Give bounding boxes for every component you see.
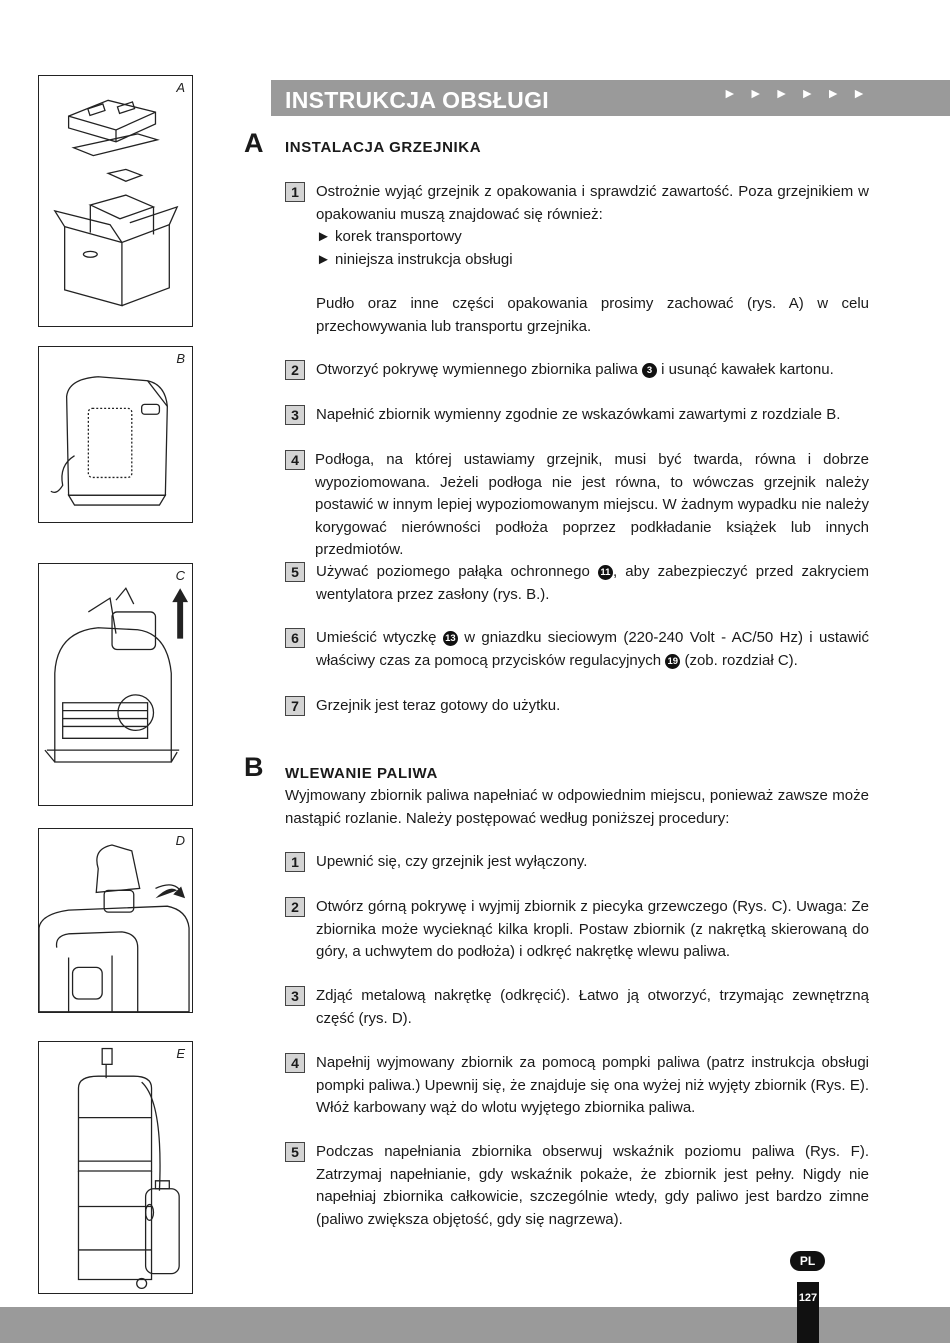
heater-packaging-illustration: [39, 76, 192, 326]
step-number: 2: [285, 360, 305, 380]
step-text: i usunąć kawałek kartonu.: [656, 361, 834, 378]
list-item: [285, 695, 869, 718]
figure-label: C: [175, 568, 185, 583]
tank-removal-illustration: [39, 564, 192, 805]
list-item: [285, 449, 869, 562]
list-item: [285, 1141, 869, 1231]
list-item: [285, 181, 869, 338]
step-text: Umieścić wtyczkę: [316, 629, 443, 646]
step-text: , aby zabezpieczyć przed zakryciem wentylatora przez zasłony (rys. B.).: [316, 563, 869, 603]
step-number: 5: [285, 562, 305, 582]
list-item: [285, 985, 869, 1030]
figure-label: B: [176, 351, 185, 366]
bullet-item: ► niniejsza instrukcja obsługi: [316, 250, 513, 268]
section-b-title: WLEWANIE PALIWA: [285, 765, 438, 782]
part-ref-badge: 13: [443, 631, 458, 646]
header-bar: [271, 80, 950, 116]
step-text: Otworzyć pokrywę wymiennego zbiornika paliwa: [316, 361, 642, 378]
step-text: w gniazdku sieciowym (220-240 Volt - AC/50 Hz) i ustawić właściwy czas za pomocą przycisków regulacyjnych: [316, 629, 869, 669]
step-number: 4: [285, 1053, 305, 1073]
step-number: 6: [285, 628, 305, 648]
list-item: [285, 359, 869, 382]
step-note: Pudło oraz inne części opakowania prosimy zachować (rys. A) w celu przechowywania lub transportu grzejnika.: [316, 295, 869, 335]
section-a-letter: A: [244, 128, 264, 158]
step-number: 7: [285, 696, 305, 716]
section-b-letter: B: [244, 752, 264, 782]
tank-filling-illustration: [39, 1042, 192, 1293]
figure-e: [38, 1041, 193, 1294]
bullet-item: ► korek transportowy: [316, 228, 462, 245]
figure-label: E: [176, 1046, 185, 1061]
figure-c: [38, 563, 193, 806]
step-number: 1: [285, 182, 305, 202]
figure-b: [38, 346, 193, 523]
step-text: Otwórz górną pokrywę i wyjmij zbiornik z piecyka grzewczego (Rys. C). Uwaga: Ze zbiornika może wycieknąć kilka kropli. Postaw zbiornik (z nakrętką skierowaną do góry, a uchwytem do podłoża) i odkręć nakrętkę wlewu paliwa.: [316, 898, 869, 960]
step-number: 2: [285, 897, 305, 917]
step-text: Podłoga, na której ustawiamy grzejnik, musi być twarda, równa i dobrze wypoziomowana. Jeżeli podłoga nie jest równa, to wówczas grzejnik należy postawić w innym lepiej wypoziomowanym miejscu. W żadnym wypadku nie należy korygować nierówności podłoża poprzez podkładanie książek lub innych przedmiotów.: [315, 451, 869, 558]
step-number: 5: [285, 1142, 305, 1162]
section-a-title: INSTALACJA GRZEJNIKA: [285, 139, 482, 156]
figure-label: A: [176, 80, 185, 95]
step-text: Napełnij wyjmowany zbiornik za pomocą pompki paliwa (patrz instrukcja obsługi pompki paliwa.) Upewnij się, że znajduje się ona wyżej niż wyjęty zbiornik (Rys. E). Włóż karbowany wąż do wlotu wyjętego zbiornika paliwa.: [316, 1054, 869, 1116]
step-text: Podczas napełniania zbiornika obserwuj wskaźnik poziomu paliwa (Rys. F). Zatrzymaj napełnianie, gdy wskaźnik pokaże, że zbiornik jest pełny. Nigdy nie napełniaj zbiornika całkowicie, szczególnie wtedy, gdy paliwo jest bardzo zimne (paliwo zwiększa objętość, gdy się nagrzewa).: [316, 1143, 869, 1228]
list-item: [285, 561, 869, 606]
list-item: [285, 851, 869, 874]
step-text: (zob. rozdział C).: [680, 651, 798, 669]
page-number-tab: [797, 1282, 819, 1343]
list-item: [285, 896, 869, 964]
step-text: Upewnić się, czy grzejnik jest wyłączony.: [316, 853, 588, 870]
step-number: 3: [285, 986, 305, 1006]
list-item: [285, 627, 869, 672]
figure-a: [38, 75, 193, 327]
figure-d: [38, 828, 193, 1013]
figure-label: D: [175, 833, 185, 848]
page-number: 127: [798, 1292, 818, 1304]
step-text: Ostrożnie wyjąć grzejnik z opakowania i sprawdzić zawartość. Poza grzejnikiem w opakowaniu muszą znajdować się również:: [316, 183, 869, 223]
list-item: [285, 1052, 869, 1120]
part-ref-badge: 3: [642, 363, 657, 378]
list-item: [285, 404, 869, 427]
cap-unscrew-illustration: [39, 829, 192, 1012]
step-text: Napełnić zbiornik wymienny zgodnie ze wskazówkami zawartymi z rozdziale B.: [316, 406, 841, 423]
step-text: Używać poziomego pałąka ochronnego: [316, 563, 598, 580]
step-text: Zdjąć metalową nakrętkę (odkręcić). Łatwo ją otworzyć, trzymając zewnętrzną część (rys. D).: [316, 987, 869, 1027]
section-b-intro: Wyjmowany zbiornik paliwa napełniać w odpowiednim miejscu, ponieważ zawsze może nastąpić rozlanie. Należy postępować według poniższej procedury:: [285, 787, 869, 827]
part-ref-badge: 11: [598, 565, 613, 580]
header-arrows: ►►►►►►: [722, 85, 878, 101]
step-number: 3: [285, 405, 305, 425]
step-number: 4: [285, 450, 305, 470]
language-badge: PL: [790, 1251, 825, 1271]
page-title: INSTRUKCJA OBSŁUGI: [285, 87, 549, 113]
step-text: Grzejnik jest teraz gotowy do użytku.: [316, 697, 561, 714]
step-number: 1: [285, 852, 305, 872]
heater-rear-illustration: [39, 347, 192, 522]
part-ref-badge: 19: [665, 654, 680, 669]
